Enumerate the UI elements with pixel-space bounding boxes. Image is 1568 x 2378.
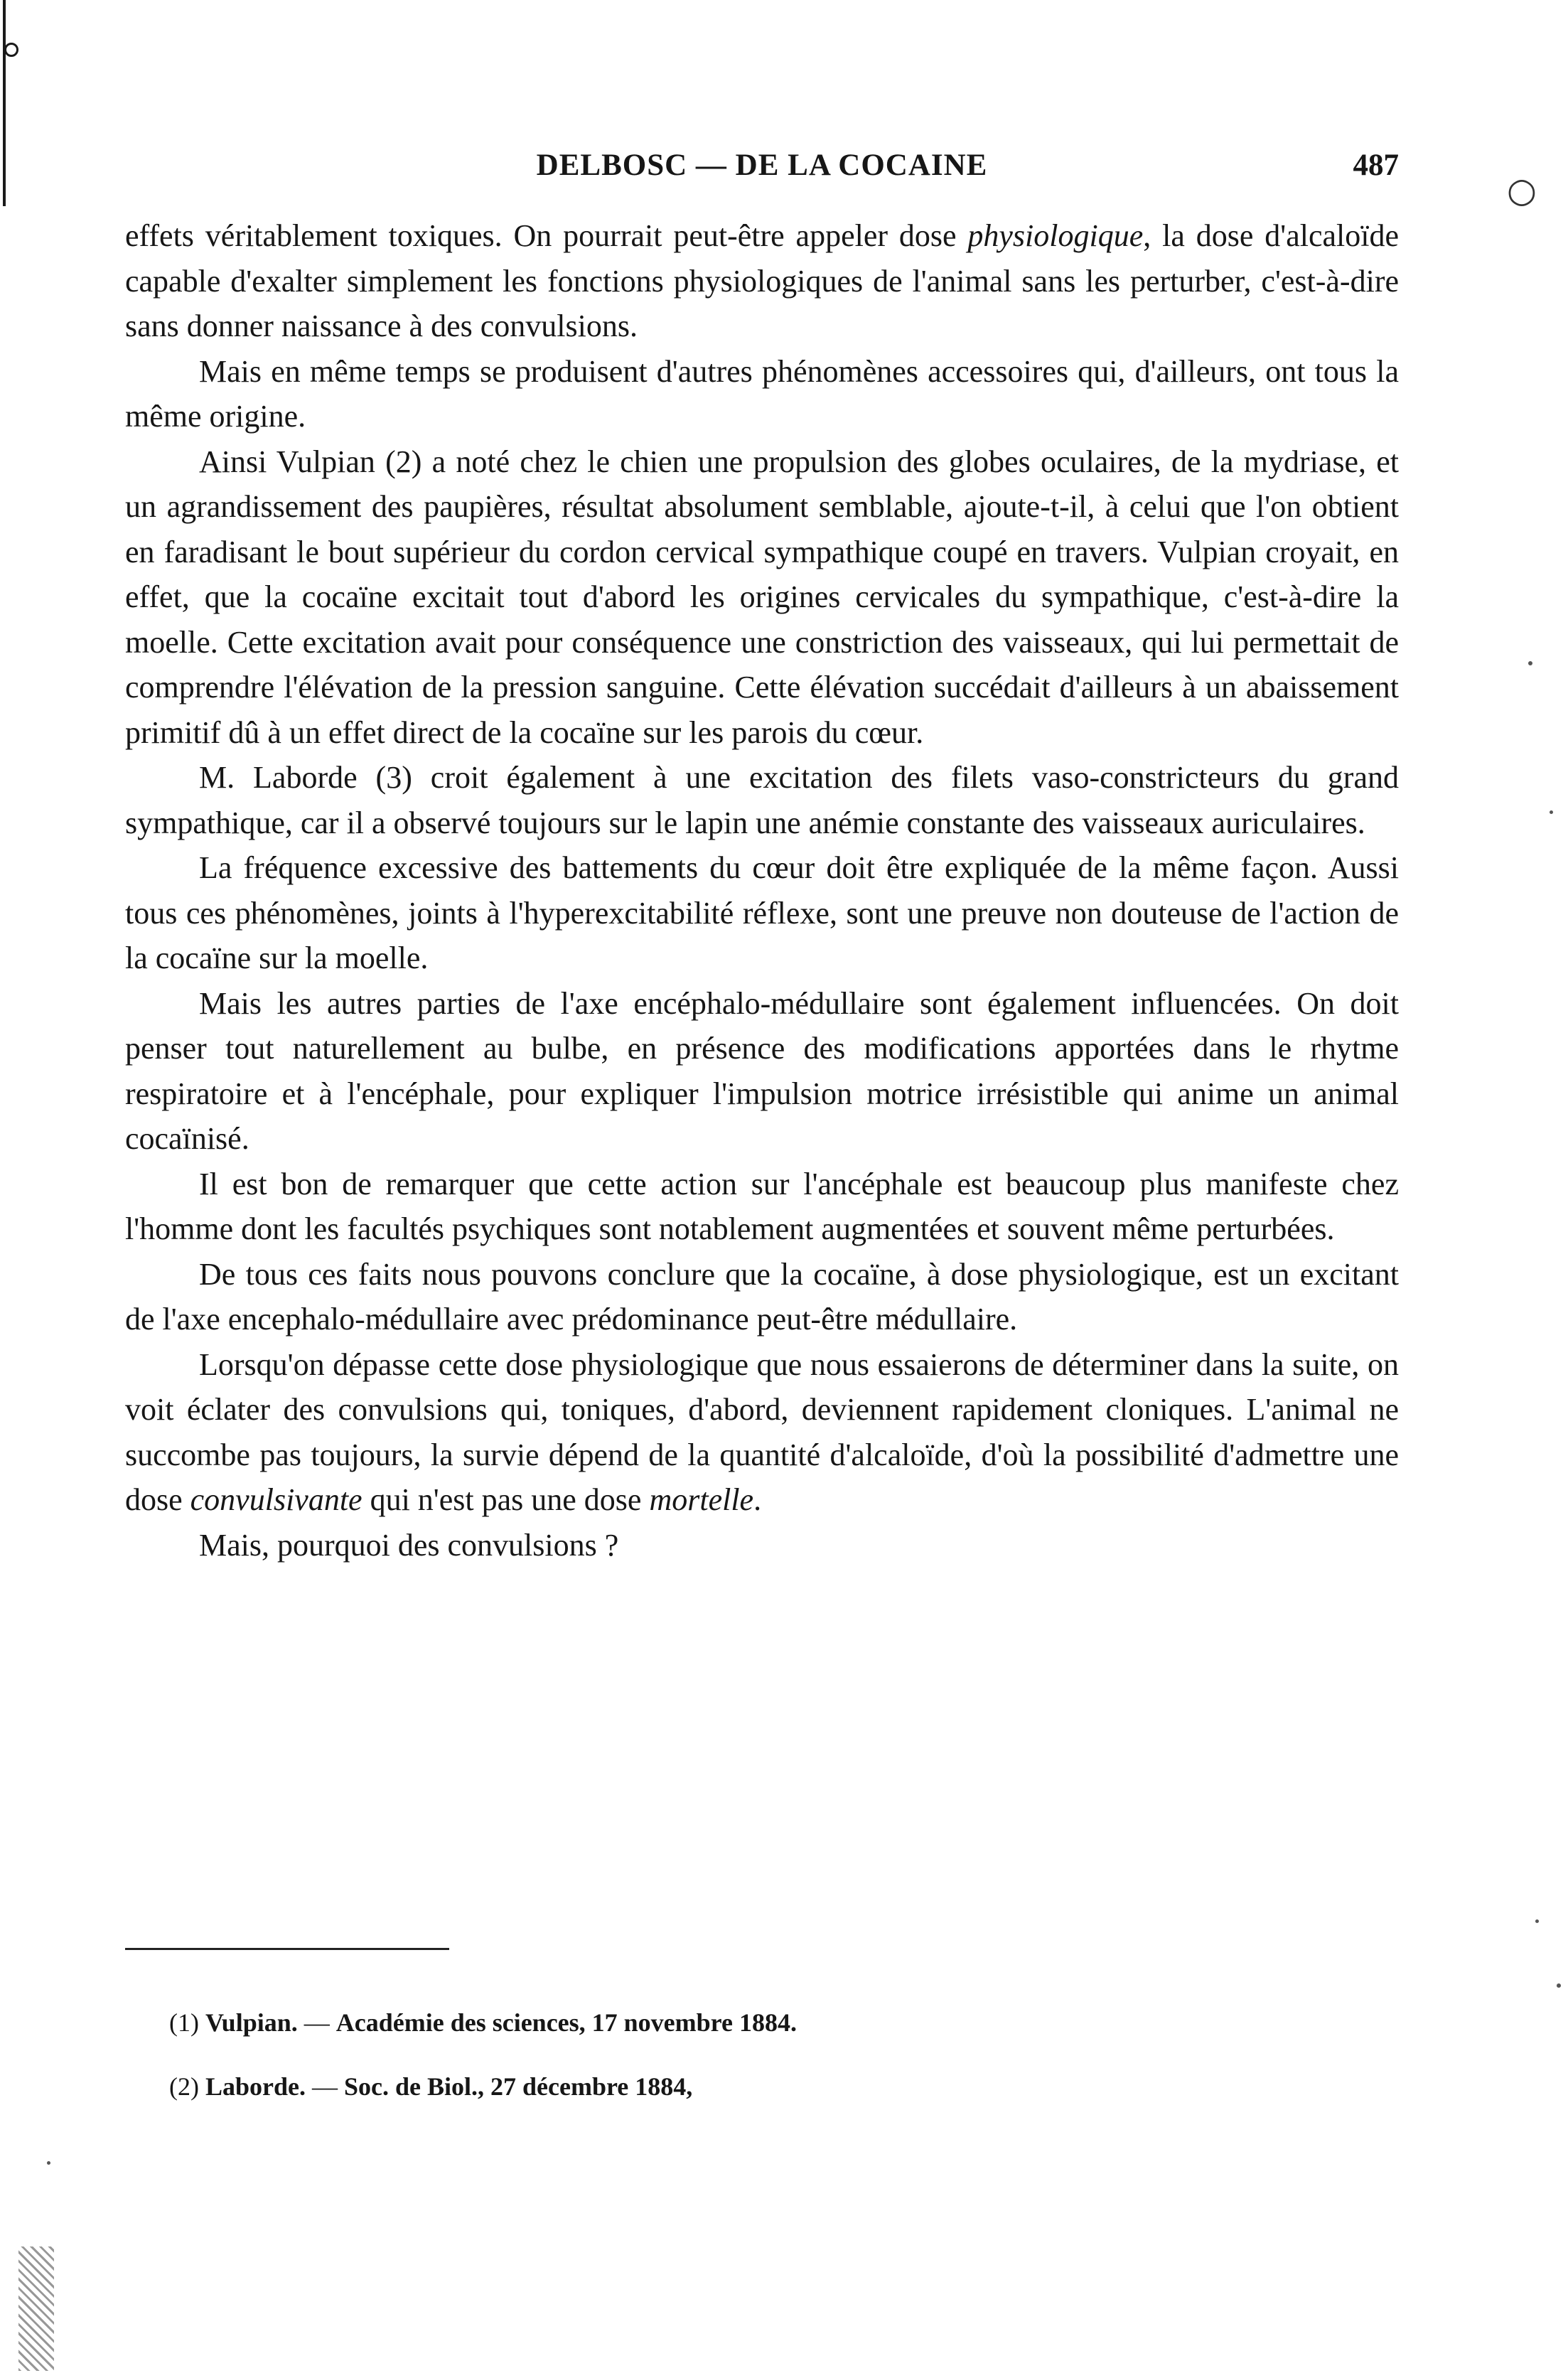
paragraph-3: Ainsi Vulpian (2) a noté chez le chien une propulsion des globes oculaires, de la mydriase, et un agrandissement des paupières, résultat absolument semblable, ajoute-t-il, à celui que l'on obtient en faradisant le bout supérieur du cordon cervical sympathique coupé en travers. Vulpian croyait, en effet, que la cocaïne excitait tout d'abord les origines cervicales du sympathique, c'est-à-dire la moelle. Cette excitation avait pour conséquence une constriction des vaisseaux, qui lui permettait de comprendre l'élévation de la pression sanguine. Cette élévation succédait d'ailleurs à un abaissement primitif dû à un effet direct de la cocaïne sur les parois du cœur. — [125, 444, 1399, 750]
paragraph-1: effets véritablement toxiques. On pourrait peut-être appeler dose physiologique, la dose d'alcaloïde capable d'exalter simplement les fonctions physiologiques de l'animal sans les perturber, c'est-à-dire sans donner naissance à des convulsions. — [125, 218, 1400, 343]
running-title: DELBOSC — DE LA COCAINE — [536, 149, 988, 182]
margin-mark: ○ — [1507, 171, 1537, 210]
emphasis-physiologique: physiologique — [967, 218, 1144, 253]
scan-corner-noise — [18, 2246, 54, 2371]
footnote-2: (2) Laborde. — Soc. de Biol., 27 décembre 1884, — [169, 2072, 693, 2101]
emphasis-mortelle: mortelle — [649, 1482, 754, 1517]
body-text — [125, 213, 1399, 1568]
paragraph-10: Mais, pourquoi des convulsions ? — [199, 1527, 619, 1563]
page-header — [125, 148, 1399, 191]
paragraph-4: M. Laborde (3) croit également à une excitation des filets vaso-constricteurs du grand sympathique, car il a observé toujours sur le lapin une anémie constante des vaisseaux auriculaires. — [125, 760, 1399, 840]
emphasis-convulsivante: convulsivante — [190, 1482, 363, 1517]
scan-ring-mark — [4, 43, 18, 57]
paragraph-5: La fréquence excessive des battements du cœur doit être expliquée de la même façon. Aussi tous ces phénomènes, joints à l'hyperexcitabilité réflexe, sont une preuve non douteuse de l'action de la cocaïne sur la moelle. — [125, 850, 1399, 975]
scan-speck — [47, 2161, 50, 2165]
footnote-rule — [125, 1948, 449, 1950]
paragraph-9: Lorsqu'on dépasse cette dose physiologique que nous essaierons de déterminer dans la suite, on voit éclater des convulsions qui, toniques, d'abord, deviennent rapidement cloniques. L'animal ne succombe pas toujours, la survie dépend de la quantité d'alcaloïde, d'où la possibilité d'admettre une dose convulsivante qui n'est pas une dose mortelle. — [125, 1346, 1399, 1517]
scan-speck — [1535, 1919, 1539, 1923]
scan-speck — [1550, 810, 1553, 814]
scan-speck — [1528, 661, 1532, 665]
footnote-1: (1) Vulpian. — Académie des sciences, 17 novembre 1884. — [169, 2008, 797, 2037]
scan-left-edge — [3, 0, 6, 206]
paragraph-6: Mais les autres parties de l'axe encéphalo-médullaire sont également influencées. On doit penser tout naturellement au bulbe, en présence des modifications apportées dans le rhytme respiratoire et à l'encéphale, pour expliquer l'impulsion motrice irrésistible qui anime un animal cocaïnisé. — [125, 985, 1399, 1156]
paragraph-7: Il est bon de remarquer que cette action sur l'ancéphale est beaucoup plus manifeste chez l'homme dont les facultés psychiques sont notablement augmentées et souvent même perturbées. — [125, 1166, 1399, 1246]
page-number: 487 — [1353, 149, 1399, 182]
footnotes — [169, 1991, 1378, 2119]
paragraph-8: De tous ces faits nous pouvons conclure que la cocaïne, à dose physiologique, est un excitant de l'axe encephalo-médullaire avec prédominance peut-être médullaire. — [125, 1256, 1399, 1337]
paragraph-2: Mais en même temps se produisent d'autres phénomènes accessoires qui, d'ailleurs, ont tous la même origine. — [125, 353, 1399, 434]
scan-speck — [1557, 1983, 1561, 1988]
